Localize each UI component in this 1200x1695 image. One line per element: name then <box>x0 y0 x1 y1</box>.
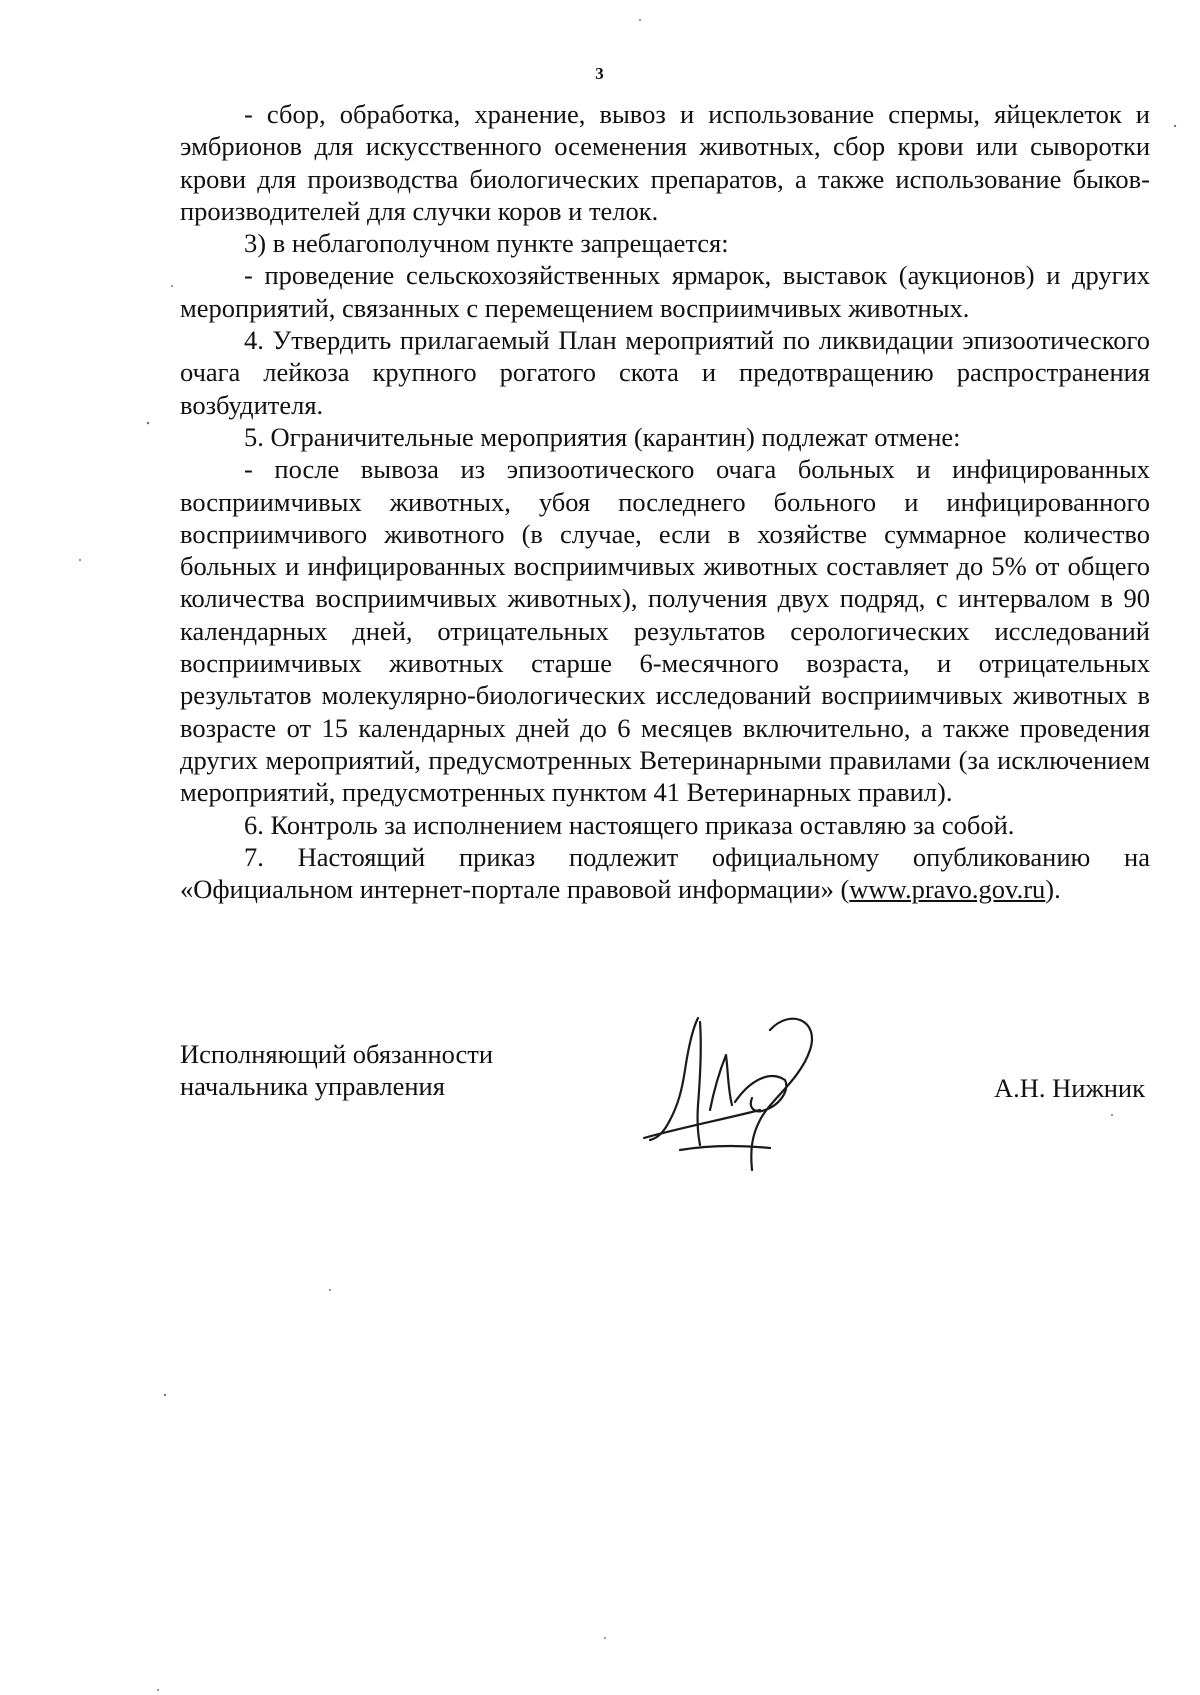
publication-text: 7. Настоящий приказ подлежит официальному опубликованию на «Официальном интернет-портале правовой информации» ( <box>180 841 1150 905</box>
paragraph-approve-plan: 4. Утвердить прилагаемый План мероприятий по ликвидации эпизоотического очага лейкоза крупного рогатого скота и предотвращению распространения возбудителя. <box>180 325 1150 420</box>
paragraph-publication <box>180 841 1150 906</box>
paragraph-collection-ban: - сбор, обработка, хранение, вывоз и использование спермы, яйцеклеток и эмбрионов для искусственного осеменения животных, сбор крови или сыворотки крови для производства биологических препаратов, а также использование быков-производителей для случки коров и телок. <box>180 99 1150 226</box>
paragraph-cancel-conditions: - после вывоза из эпизоотического очага больных и инфицированных восприимчивых животных, убоя последнего больного и инфицированного восприимчивого животного (в случае, если в хозяйстве суммарное количество больных и инфицированных восприимчивых животных составляет до 5% от общего количества восприимчивых животных), получения двух подряд, с интервалом в 90 календарных дней, отрицательных результатов серологических исследований восприимчивых животных старше 6-месячного возраста, и отрицательных результатов молекулярно-биологических исследований восприимчивых животных в возрасте от 15 календарных дней до 6 месяцев включительно, а также проведения других мероприятий, предусмотренных Ветеринарными правилами (за исключением мероприятий, предусмотренных пунктом 41 Ветеринарных правил). <box>180 454 1150 808</box>
handwritten-signature <box>640 1010 850 1175</box>
signatory-title-line: начальника управления <box>180 1071 445 1102</box>
publication-text-end: ). <box>1045 874 1061 905</box>
paragraph-outbreak-prohibitions: 3) в неблагополучном пункте запрещается: <box>244 228 729 259</box>
signatory-title-line: Исполняющий обязанности <box>180 1039 494 1069</box>
page-number: 3 <box>595 64 605 83</box>
document-body <box>180 98 1150 905</box>
paragraph-fairs-ban: - проведение сельскохозяйственных ярмарок, выставок (аукционов) и других мероприятий, связанных с перемещением восприимчивых животных. <box>180 260 1150 323</box>
paragraph-control: 6. Контроль за исполнением настоящего приказа оставляю за собой. <box>244 809 1015 840</box>
pravo-link[interactable]: www.pravo.gov.ru <box>849 874 1046 905</box>
paragraph-quarantine-cancel: 5. Ограничительные мероприятия (карантин) подлежат отмене: <box>244 421 961 452</box>
signatory-name: А.Н. Нижник <box>993 1073 1145 1103</box>
signatory-title <box>180 1038 493 1103</box>
